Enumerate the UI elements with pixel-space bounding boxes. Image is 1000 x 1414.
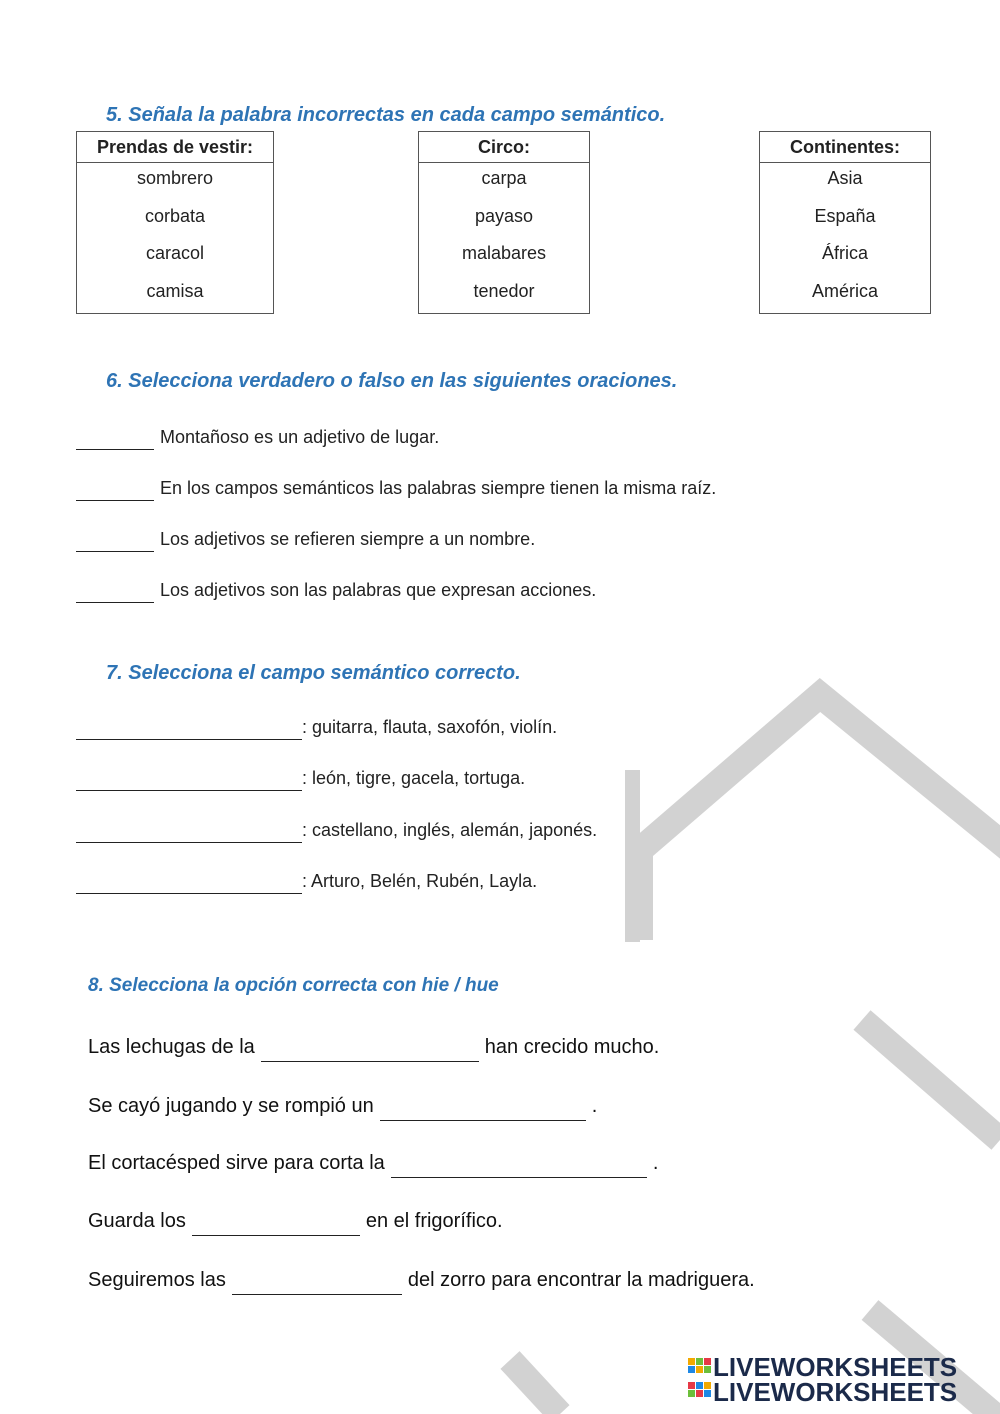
word-option[interactable]: malabares [461, 243, 547, 263]
statement-text: Montañoso es un adjetivo de lugar. [160, 427, 440, 447]
section8-title: 8. Selecciona la opción correcta con hie / hue [88, 975, 499, 996]
true-false-blank[interactable] [76, 431, 154, 450]
sentence-start: El cortacésped sirve para corta la [88, 1152, 385, 1174]
word-list: : Arturo, Belén, Rubén, Layla. [302, 871, 538, 891]
sentence-end: . [652, 1152, 659, 1174]
semantic-field-blank[interactable] [76, 721, 302, 740]
sentence-start: Se cayó jugando y se rompió un [88, 1095, 374, 1117]
sentence-start: Las lechugas de la [88, 1036, 255, 1058]
semantic-field-blank[interactable] [76, 772, 302, 791]
box-circo [418, 131, 590, 314]
semantic-field-row [76, 765, 525, 791]
word-option[interactable]: América [811, 280, 878, 301]
semantic-field-blank[interactable] [76, 875, 302, 894]
word-list: : castellano, inglés, alemán, japonés. [302, 820, 598, 840]
true-false-blank[interactable] [76, 584, 154, 603]
word-option[interactable]: caracol [145, 243, 205, 263]
answer-blank[interactable] [391, 1155, 647, 1178]
fill-sentence [88, 1206, 503, 1236]
semantic-field-row [76, 817, 597, 843]
true-false-blank[interactable] [76, 533, 154, 552]
statement-text: En los campos semánticos las palabras siempre tienen la misma raíz. [160, 478, 717, 498]
box-prendas [76, 131, 274, 314]
word-option[interactable]: corbata [144, 205, 206, 226]
logo-text-shadow: LIVEWORKSHEETS [713, 1377, 958, 1406]
section5-title: 5. Señala la palabra incorrectas en cada campo semántico. [106, 104, 666, 126]
semantic-field-blank[interactable] [76, 824, 302, 843]
true-false-row [76, 424, 439, 450]
box-continentes [759, 131, 931, 314]
word-option[interactable]: camisa [146, 280, 204, 301]
box-header: Prendas de vestir: [77, 132, 273, 163]
box-header: Continentes: [760, 132, 930, 163]
sentence-end: del zorro para encontrar la madriguera. [407, 1269, 755, 1291]
word-option[interactable]: España [814, 205, 876, 226]
fill-sentence [88, 1148, 658, 1178]
word-option[interactable]: África [821, 243, 868, 263]
box-header: Circo: [419, 132, 589, 163]
sentence-end: en el frigorífico. [365, 1210, 503, 1232]
word-list: : león, tigre, gacela, tortuga. [302, 768, 526, 788]
sentence-end: . [591, 1095, 598, 1117]
liveworksheets-logo [686, 1354, 986, 1406]
fill-sentence [88, 1032, 659, 1062]
true-false-blank[interactable] [76, 482, 154, 501]
word-option[interactable]: carpa [481, 168, 527, 188]
logo-text: LIVEWORKSHEETS [713, 1354, 958, 1382]
statement-text: Los adjetivos se refieren siempre a un nombre. [160, 529, 536, 549]
word-option[interactable]: Asia [827, 168, 863, 188]
true-false-row [76, 577, 596, 603]
logo-blocks-icon [688, 1358, 711, 1397]
fill-sentence [88, 1265, 755, 1295]
semantic-field-row [76, 714, 557, 740]
word-option[interactable]: sombrero [136, 168, 214, 188]
sentence-start: Seguiremos las [88, 1269, 226, 1291]
semantic-field-row [76, 868, 537, 894]
true-false-row [76, 475, 716, 501]
word-option[interactable]: tenedor [473, 280, 535, 301]
answer-blank[interactable] [232, 1272, 402, 1295]
answer-blank[interactable] [380, 1098, 586, 1121]
answer-blank[interactable] [261, 1039, 479, 1062]
true-false-row [76, 526, 535, 552]
word-list: : guitarra, flauta, saxofón, violín. [302, 717, 558, 737]
sentence-start: Guarda los [88, 1210, 186, 1232]
answer-blank[interactable] [192, 1213, 360, 1236]
section7-title: 7. Selecciona el campo semántico correcto. [106, 662, 521, 684]
word-option[interactable]: payaso [474, 205, 534, 226]
fill-sentence [88, 1091, 597, 1121]
sentence-end: han crecido mucho. [484, 1036, 660, 1058]
statement-text: Los adjetivos son las palabras que expresan acciones. [160, 580, 597, 600]
section6-title: 6. Selecciona verdadero o falso en las siguientes oraciones. [106, 370, 678, 392]
